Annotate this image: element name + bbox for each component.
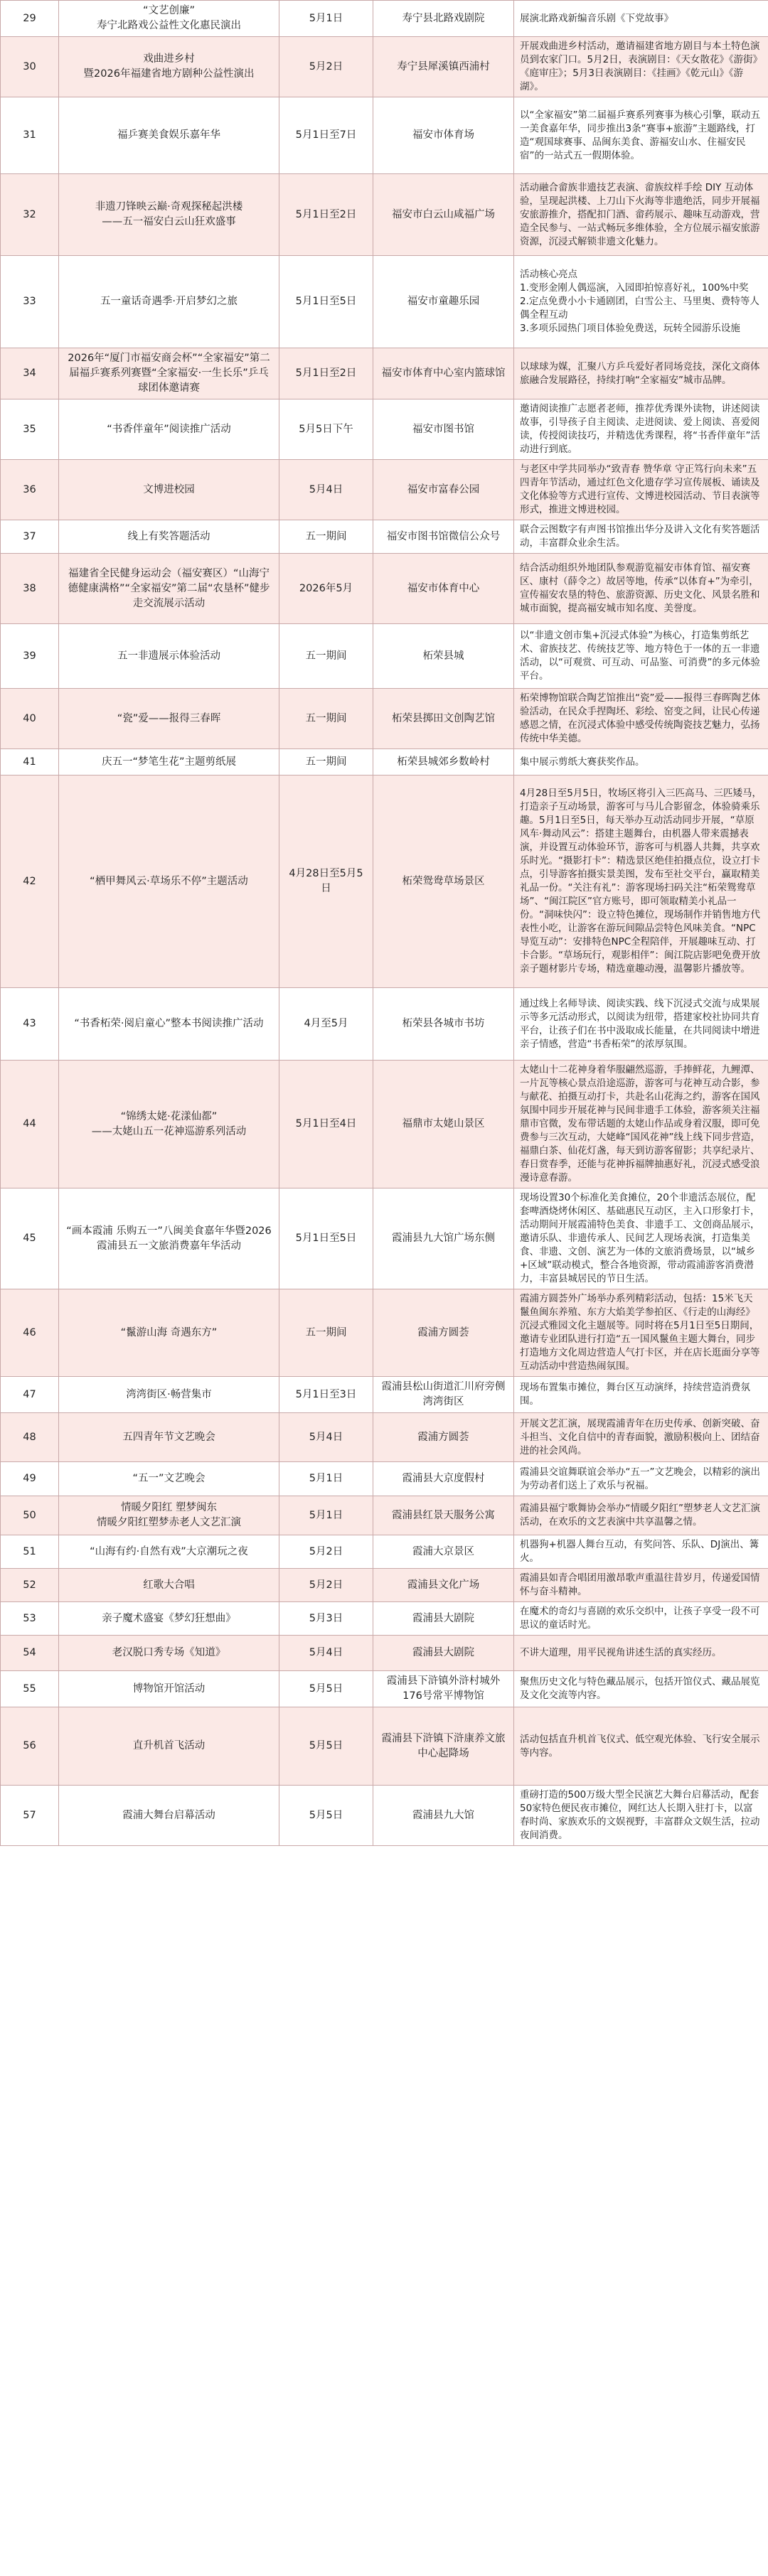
event-time-cell: 五一期间 [279, 1289, 373, 1377]
event-name-cell: 五四青年节文艺晚会 [59, 1413, 279, 1462]
table-row [1, 1569, 768, 1602]
event-name-cell: 2026年“厦门市福安商会杯”“全家福安”第二届福乒赛系列赛暨“全家福安·一生长乐”乒乓球团体邀请赛 [59, 348, 279, 399]
event-time-cell: 五一期间 [279, 749, 373, 776]
table-row [1, 174, 768, 256]
event-description-cell: 活动包括直升机首飞仪式、低空观光体验、飞行安全展示等内容。 [514, 1707, 768, 1786]
event-description-cell: 与老区中学共同举办“致青春 赞华章 守正笃行向未来”五四青年节活动，通过红色文化遗存学习宣传展板、诵读及文化体验等方式进行宣传、文博进校园活动、节目表演等形式，推进文博进校园。 [514, 460, 768, 520]
event-name-cell: 红歌大合唱 [59, 1569, 279, 1602]
event-name-cell: 五一非遗展示体验活动 [59, 624, 279, 689]
event-time-cell: 5月5日下午 [279, 399, 373, 460]
row-number-cell: 54 [1, 1636, 59, 1671]
event-time-cell: 5月1日至4日 [279, 1061, 373, 1188]
event-time-cell: 5月4日 [279, 1413, 373, 1462]
event-place-cell: 福安市图书馆 [373, 399, 514, 460]
event-time-cell: 4月至5月 [279, 988, 373, 1061]
row-number-cell: 39 [1, 624, 59, 689]
event-description-cell: 柘荣博物馆联合陶艺馆推出“瓷”爱——报得三春晖陶艺体验活动，在民众手捏陶坯、彩绘、窑变之间，让民心传递感恩之情，在沉浸式体验中感受传统陶瓷技艺魅力，弘扬传统中华美德。 [514, 689, 768, 749]
event-description-cell: 机器狗+机器人舞台互动，有奖问答、乐队、DJ演出、篝火。 [514, 1535, 768, 1569]
event-name-cell: 亲子魔术盛宴《梦幻狂想曲》 [59, 1602, 279, 1636]
row-number-cell: 33 [1, 256, 59, 348]
row-number-cell: 37 [1, 520, 59, 554]
event-place-cell: 霞浦县文化广场 [373, 1569, 514, 1602]
row-number-cell: 32 [1, 174, 59, 256]
event-place-cell: 柘荣县各城市书坊 [373, 988, 514, 1061]
event-time-cell: 五一期间 [279, 689, 373, 749]
events-table-body [1, 1, 768, 1846]
event-description-cell: 4月28日至5月5日，牧场区将引入三匹高马、三匹矮马，打造亲子互动场景，游客可与马儿合影留念，体验骑乘乐趣。5月1日至5日，每天举办互动活动同步开展，“草原风车·舞动风云”：搭建主题舞台，由机器人带来震撼表演，并设置互动体验环节，游客可与机器人共舞，共享欢乐时光。“摄影打卡”：精选景区绝佳拍摄点位，设立打卡点，引导游客拍摄实景美图，发布至社交平台，赢取精美礼品一份。“关注有礼”：游客现场扫码关注“柘荣鸳鸯草场”、“闽江院区”官方账号，即可领取精美小礼品一份。“洞味快闪”：设立特色摊位，现场制作并销售地方代表性小吃，让游客在游玩间隙品尝特色风味美食。“NPC导览互动”：安排特色NPC全程陪伴，开展趣味互动、打卡合影。“草场玩行，观影相伴”：闽江院店影吧免费开放亲子题材影片专场，精选童趣动漫，温馨影片播放等。 [514, 776, 768, 988]
table-row [1, 1707, 768, 1786]
event-place-cell: 福鼎市太姥山景区 [373, 1061, 514, 1188]
event-description-cell: 霞浦县交谊舞联谊会举办“五一”文艺晚会，以精彩的演出为劳动者们送上了欢乐与祝福。 [514, 1462, 768, 1496]
event-time-cell: 5月1日至5日 [279, 256, 373, 348]
event-place-cell: 霞浦县九大馆 [373, 1786, 514, 1846]
table-row [1, 1535, 768, 1569]
event-place-cell: 柘荣县城 [373, 624, 514, 689]
event-description-cell: 聚焦历史文化与特色藏品展示，包括开馆仪式、藏品展览及文化交流等内容。 [514, 1671, 768, 1707]
table-row [1, 988, 768, 1061]
row-number-cell: 41 [1, 749, 59, 776]
event-name-cell: 直升机首飞活动 [59, 1707, 279, 1786]
event-place-cell: 霞浦方圆荟 [373, 1289, 514, 1377]
table-row [1, 624, 768, 689]
event-time-cell: 5月3日 [279, 1602, 373, 1636]
table-row [1, 1602, 768, 1636]
event-place-cell: 柘荣县掷田文创陶艺馆 [373, 689, 514, 749]
event-name-cell: 湾湾街区·畅营集市 [59, 1377, 279, 1413]
table-row [1, 1413, 768, 1462]
event-name-cell: 非遗刀锋映云巅·奇观探秘起洪楼 ——五一福安白云山狂欢盛事 [59, 174, 279, 256]
row-number-cell: 53 [1, 1602, 59, 1636]
event-description-cell: 太姥山十二花神身着华服翩然巡游，手捧鲜花，九鲤潭、一片瓦等核心景点沿途巡游，游客可与花神互动合影，参与献花、拍摄互动打卡，共赴名山花海之约，游客在国风氛围中同步开展花神与民间非遗手工体验，游客须关注福鼎市官微，发布带话题的太姥山作品或身着汉服，即可免费参与三次互动，大姥峰“国风花神”线上线下同步营造，福鼎白茶、仙花灯盏，每天到访游客留影；共享纪录片、春日赏春季，还能与花神拆福牌抽惠好礼，沉浸式感受浪漫诗意春游。 [514, 1061, 768, 1188]
event-place-cell: 福安市体育中心室内篮球馆 [373, 348, 514, 399]
event-place-cell: 霞浦县九大馆广场东侧 [373, 1188, 514, 1289]
event-description-cell: 集中展示剪纸大赛获奖作品。 [514, 749, 768, 776]
event-name-cell: “瓷”爱——报得三春晖 [59, 689, 279, 749]
event-name-cell: 文博进校园 [59, 460, 279, 520]
event-name-cell: “栖甲舞风云·草场乐不停”主题活动 [59, 776, 279, 988]
row-number-cell: 51 [1, 1535, 59, 1569]
row-number-cell: 29 [1, 1, 59, 37]
row-number-cell: 44 [1, 1061, 59, 1188]
event-place-cell: 寿宁县北路戏剧院 [373, 1, 514, 37]
event-name-cell: 线上有奖答题活动 [59, 520, 279, 554]
table-row [1, 1061, 768, 1188]
event-name-cell: 情暖夕阳红 塑梦闽东 情暖夕阳红塑梦赤老人文艺汇演 [59, 1496, 279, 1535]
event-place-cell: 霞浦县下浒镇下浒康养文旅中心起降场 [373, 1707, 514, 1786]
event-description-cell: 霞浦县如青合唱团用激昂歌声重温往昔岁月，传递爱国情怀与奋斗精神。 [514, 1569, 768, 1602]
event-name-cell: 老汉脱口秀专场《知道》 [59, 1636, 279, 1671]
event-time-cell: 5月4日 [279, 460, 373, 520]
table-row [1, 1462, 768, 1496]
event-place-cell: 霞浦大京景区 [373, 1535, 514, 1569]
table-row [1, 256, 768, 348]
table-row [1, 1636, 768, 1671]
event-time-cell: 五一期间 [279, 520, 373, 554]
event-description-cell: 现场设置30个标准化美食摊位，20个非遗活态展位，配套啤酒烧烤休闲区、基础惠民互动区，主入口形象打卡，活动期间开展霞浦特色美食、非遗手工、文创商品展示，邀请乐队、非遗传承人、民间艺人现场表演，打造集美食、非遗、文创、演艺为一体的文旅消费场景，以“城乡+区域”联动模式，整合各地资源，带动霞浦游客消费潜力，丰富县城居民的节日生活。 [514, 1188, 768, 1289]
event-time-cell: 5月5日 [279, 1707, 373, 1786]
event-time-cell: 5月5日 [279, 1786, 373, 1846]
event-place-cell: 福安市白云山咸福广场 [373, 174, 514, 256]
event-description-cell: 活动核心亮点 1.变形金刚人偶巡演，入园即拍惊喜好礼，100%中奖 2.定点免费小小卡通剧团，白雪公主、马里奥、费特等人偶全程互动 3.多项乐园热门项目体验免费送，玩转全园游乐设施 [514, 256, 768, 348]
event-name-cell: 博物馆开馆活动 [59, 1671, 279, 1707]
event-description-cell: 霞浦县福宁歌舞协会举办“情暖夕阳红”塑梦老人文艺汇演活动，在欢乐的文艺表演中共享温馨之情。 [514, 1496, 768, 1535]
event-time-cell: 5月5日 [279, 1671, 373, 1707]
event-name-cell: 五一童话奇遇季·开启梦幻之旅 [59, 256, 279, 348]
event-place-cell: 福安市图书馆微信公众号 [373, 520, 514, 554]
event-time-cell: 五一期间 [279, 624, 373, 689]
table-row [1, 460, 768, 520]
event-time-cell: 5月1日 [279, 1, 373, 37]
event-place-cell: 柘荣鸳鸯草场景区 [373, 776, 514, 988]
row-number-cell: 34 [1, 348, 59, 399]
event-time-cell: 5月1日至7日 [279, 97, 373, 174]
event-description-cell: 活动融合畲族非遗技艺表演、畲族纹样手绘 DIY 互动体验，呈现起洪楼、上刀山下火海等非遗绝活，同步开展福安旅游推介，搭配扣门酒、畲药展示、趣味互动游戏，营造全民参与、一站式畅玩多维体验，全方位展示福安旅游资源，沉浸式解锁非遗文化魅力。 [514, 174, 768, 256]
event-time-cell: 5月1日 [279, 1462, 373, 1496]
event-place-cell: 霞浦县大京度假村 [373, 1462, 514, 1496]
event-name-cell: 庆五一“梦笔生花”主题剪纸展 [59, 749, 279, 776]
event-name-cell: “锦绣太姥·花漾仙都” ——太姥山五一花神巡游系列活动 [59, 1061, 279, 1188]
event-place-cell: 霞浦县下浒镇外浒村城外176号常平博物馆 [373, 1671, 514, 1707]
event-name-cell: 霞浦大舞台启幕活动 [59, 1786, 279, 1846]
event-name-cell: “五一”文艺晚会 [59, 1462, 279, 1496]
event-description-cell: 以“非遗文创市集+沉浸式体验”为核心，打造集剪纸艺术、畲族技艺、传统技艺等、地方特色于一体的五一非遗活动，以“可观赏、可互动、可品鉴、可消费”的多元体验平台。 [514, 624, 768, 689]
event-place-cell: 福安市体育场 [373, 97, 514, 174]
row-number-cell: 46 [1, 1289, 59, 1377]
event-name-cell: “画本霞浦 乐购五一”八闽美食嘉年华暨2026霞浦县五一文旅消费嘉年华活动 [59, 1188, 279, 1289]
event-time-cell: 5月4日 [279, 1636, 373, 1671]
event-place-cell: 福安市富春公园 [373, 460, 514, 520]
event-place-cell: 柘荣县城郊乡数岭村 [373, 749, 514, 776]
event-time-cell: 5月2日 [279, 1569, 373, 1602]
row-number-cell: 56 [1, 1707, 59, 1786]
event-name-cell: 福乒赛美食娱乐嘉年华 [59, 97, 279, 174]
event-name-cell: 福建省全民健身运动会（福安赛区）“山海宁德健康满格”“全家福安”第二届“农垦杯”健步走交流展示活动 [59, 554, 279, 624]
event-name-cell: “鬣游山海 奇遇东方” [59, 1289, 279, 1377]
event-time-cell: 5月1日至2日 [279, 174, 373, 256]
event-description-cell: 联合云图数字有声图书馆推出华分及讲入文化有奖答题活动，丰富群众业余生活。 [514, 520, 768, 554]
row-number-cell: 57 [1, 1786, 59, 1846]
event-time-cell: 5月1日至3日 [279, 1377, 373, 1413]
row-number-cell: 45 [1, 1188, 59, 1289]
row-number-cell: 35 [1, 399, 59, 460]
table-row [1, 554, 768, 624]
event-place-cell: 寿宁县犀溪镇西浦村 [373, 37, 514, 97]
event-place-cell: 霞浦县大剧院 [373, 1602, 514, 1636]
table-row [1, 37, 768, 97]
event-description-cell: 展演北路戏新编音乐剧《下党故事》 [514, 1, 768, 37]
table-row [1, 1, 768, 37]
event-description-cell: 霞浦方圆荟外广场举办系列精彩活动，包括：15米飞天鬣鱼闽东养殖、东方大焰美学参拍区、《行走的山海经》沉浸式雅园文化主题展等。同时将在5月1日至5日期间，邀请专业团队进行打造“五一国风鬣鱼主题大舞台，同步打造地方文化周边营造人气打卡区，并在店长逛面分享等互动活动中营造热闹氛围。 [514, 1289, 768, 1377]
table-row [1, 1671, 768, 1707]
event-name-cell: “书香柘荣·阅启童心”整本书阅读推广活动 [59, 988, 279, 1061]
event-description-cell: 在魔术的奇幻与喜剧的欢乐交织中，让孩子享受一段不可思议的童话时光。 [514, 1602, 768, 1636]
event-name-cell: “书香伴童年”阅读推广活动 [59, 399, 279, 460]
event-place-cell: 福安市童趣乐园 [373, 256, 514, 348]
event-description-cell: 开展戏曲进乡村活动，邀请福建省地方剧目与本土特色演员到农家门口。5月2日，表演剧目：《天女散花》《游街》《庭审庄》；5月3日表演剧目：《挂画》《乾元山》《游湖》。 [514, 37, 768, 97]
event-time-cell: 5月1日 [279, 1496, 373, 1535]
row-number-cell: 42 [1, 776, 59, 988]
row-number-cell: 30 [1, 37, 59, 97]
event-time-cell: 5月1日至2日 [279, 348, 373, 399]
row-number-cell: 47 [1, 1377, 59, 1413]
table-row [1, 97, 768, 174]
row-number-cell: 48 [1, 1413, 59, 1462]
table-row [1, 348, 768, 399]
table-row [1, 776, 768, 988]
event-name-cell: “文艺创廉” 寿宁北路戏公益性文化惠民演出 [59, 1, 279, 37]
event-time-cell: 5月2日 [279, 1535, 373, 1569]
event-description-cell: 开展文艺汇演，展现霞浦青年在历史传承、创新突破、奋斗担当、文化自信中的青春面貌，激励积极向上、团结奋进的社会风尚。 [514, 1413, 768, 1462]
row-number-cell: 50 [1, 1496, 59, 1535]
row-number-cell: 43 [1, 988, 59, 1061]
event-description-cell: 以“全家福安”第二届福乒赛系列赛事为核心引擎，联动五一美食嘉年华，同步推出3条“赛事+旅游”主题路线，打造“观国球赛事、品闽东美食、游福安山水、住福安民宿”的一站式五一假期体验。 [514, 97, 768, 174]
event-name-cell: 戏曲进乡村 暨2026年福建省地方剧种公益性演出 [59, 37, 279, 97]
row-number-cell: 40 [1, 689, 59, 749]
event-time-cell: 4月28日至5月5日 [279, 776, 373, 988]
event-place-cell: 霞浦县松山街道汇川府旁侧湾湾街区 [373, 1377, 514, 1413]
event-name-cell: “山海有约·自然有戏”大京潮玩之夜 [59, 1535, 279, 1569]
event-place-cell: 霞浦方圆荟 [373, 1413, 514, 1462]
event-description-cell: 邀请阅读推广志愿者老师，推荐优秀课外读物，讲述阅读故事，引导孩子自主阅读、走进阅读、爱上阅读、喜爱阅读，传授阅读技巧，并精选优秀课程，将“书香伴童年”活动进行到底。 [514, 399, 768, 460]
table-row [1, 1496, 768, 1535]
event-place-cell: 福安市体育中心 [373, 554, 514, 624]
row-number-cell: 36 [1, 460, 59, 520]
event-place-cell: 霞浦县红景天服务公寓 [373, 1496, 514, 1535]
event-time-cell: 2026年5月 [279, 554, 373, 624]
table-row [1, 399, 768, 460]
event-time-cell: 5月2日 [279, 37, 373, 97]
event-time-cell: 5月1日至5日 [279, 1188, 373, 1289]
table-row [1, 1188, 768, 1289]
table-row [1, 520, 768, 554]
event-description-cell: 以球球为媒，汇聚八方乒乓爱好者同场竞技，深化文商体旅融合发展路径，持续打响“全家福安”城市品牌。 [514, 348, 768, 399]
row-number-cell: 31 [1, 97, 59, 174]
row-number-cell: 49 [1, 1462, 59, 1496]
event-description-cell: 结合活动组织外地团队参观游览福安市体育馆、福安赛区、康村（薛令之）故居等地，传承“以体育+”为牵引，宣传福安农垦的特色、旅游资源、历史文化、风景名胜和城市面貌，提高福安城市知名度、美誉度。 [514, 554, 768, 624]
row-number-cell: 38 [1, 554, 59, 624]
event-description-cell: 现场布置集市摊位，舞台区互动演绎，持续营造消费氛围。 [514, 1377, 768, 1413]
event-place-cell: 霞浦县大剧院 [373, 1636, 514, 1671]
event-description-cell: 重磅打造的500万级大型全民演艺大舞台启幕活动，配套50家特色便民夜市摊位，网红达人长期入驻打卡，以富春时尚、家族欢乐的文娱视野，丰富群众文娱生活，拉动夜间消费。 [514, 1786, 768, 1846]
row-number-cell: 52 [1, 1569, 59, 1602]
event-description-cell: 不讲大道理，用平民视角讲述生活的真实经历。 [514, 1636, 768, 1671]
table-row [1, 689, 768, 749]
table-row [1, 749, 768, 776]
event-description-cell: 通过线上名师导读、阅读实践、线下沉浸式交流与成果展示等多元活动形式，以阅读为纽带，搭建家校社协同共育平台，让孩子们在书中汲取成长能量，在共同阅读中增进亲子情感，营造“书香柘荣”的浓厚氛围。 [514, 988, 768, 1061]
table-row [1, 1377, 768, 1413]
row-number-cell: 55 [1, 1671, 59, 1707]
table-row [1, 1289, 768, 1377]
table-row [1, 1786, 768, 1846]
